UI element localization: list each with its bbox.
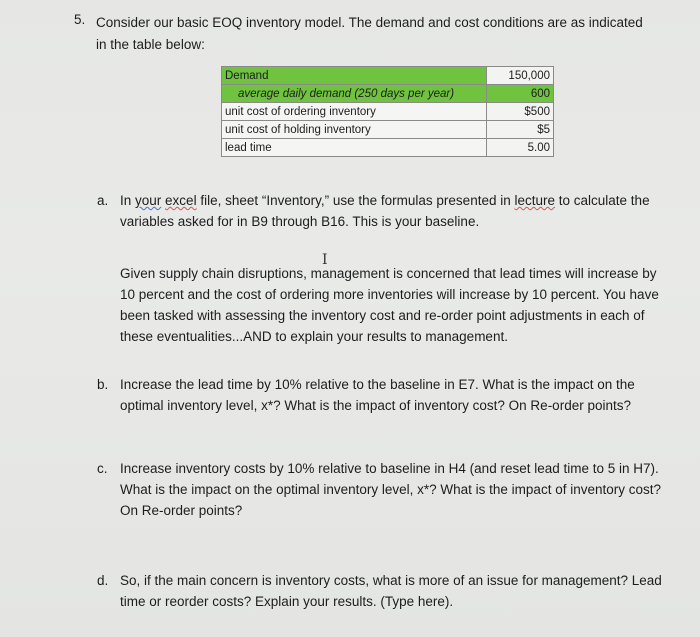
part-a-text: to calculate the <box>555 193 650 208</box>
table-cell-label: lead time <box>222 139 487 157</box>
spelling-flag-word: lecture <box>514 193 556 208</box>
table-row-daily-demand <box>222 85 554 103</box>
table-cell-label: unit cost of holding inventory <box>222 121 487 139</box>
text-cursor-icon: I <box>322 252 328 268</box>
spelling-flag-word: excel <box>165 193 197 208</box>
grammar-flag-word: your <box>135 193 162 208</box>
part-a-text: file, sheet “Inventory,” use the formulas presented in <box>196 193 515 208</box>
part-c-text: Increase inventory costs by 10% relative to baseline in H4 (and reset lead time to 5 in H7). What is the impact on the optimal inventory level, x*? What is the impact of inventory cost? On Re-order points? <box>120 461 661 518</box>
part-d-text: So, if the main concern is inventory costs, what is more of an issue for management? Lead time or reorder costs? Explain your results. (Type here). <box>120 573 662 609</box>
question-number: 5. <box>74 12 86 27</box>
table-row-ordering-cost <box>222 103 554 121</box>
part-a-text: In <box>120 193 136 208</box>
table-row-holding-cost <box>222 121 554 139</box>
part-a-text: variables asked for in B9 through B16. This is your baseline. <box>120 214 480 229</box>
table-row-demand <box>222 67 554 85</box>
table-cell-value: 600 <box>487 85 554 103</box>
table-cell-value: $5 <box>487 121 554 139</box>
part-c-marker: c. <box>97 461 108 476</box>
table-cell-label: unit cost of ordering inventory <box>222 103 487 121</box>
table-row-lead-time <box>222 139 554 157</box>
table-cell-value: 5.00 <box>487 139 554 157</box>
part-a-marker: a. <box>97 193 109 208</box>
table-cell-value: $500 <box>487 103 554 121</box>
context-paragraph: Given supply chain disruptions, management is concerned that lead times will increase by 10 percent and the cost of ordering more inventories will increase by 10 percent. You have been tasked with assessing the inventory cost and re-order point adjustments in each of these eventualities...AND to explain your results to management. <box>120 266 659 344</box>
table-cell-label: Demand <box>222 67 487 85</box>
eoq-parameters-table <box>221 66 554 157</box>
part-b-marker: b. <box>97 377 109 392</box>
table-cell-value: 150,000 <box>487 67 554 85</box>
part-d-marker: d. <box>97 573 109 588</box>
part-b-text: Increase the lead time by 10% relative to the baseline in E7. What is the impact on the optimal inventory level, x*? What is the impact of inventory cost? On Re-order points? <box>120 377 635 413</box>
table-cell-label: average daily demand (250 days per year) <box>222 85 487 103</box>
question-intro: Consider our basic EOQ inventory model. The demand and cost conditions are as indicated in the table below: <box>96 15 643 52</box>
